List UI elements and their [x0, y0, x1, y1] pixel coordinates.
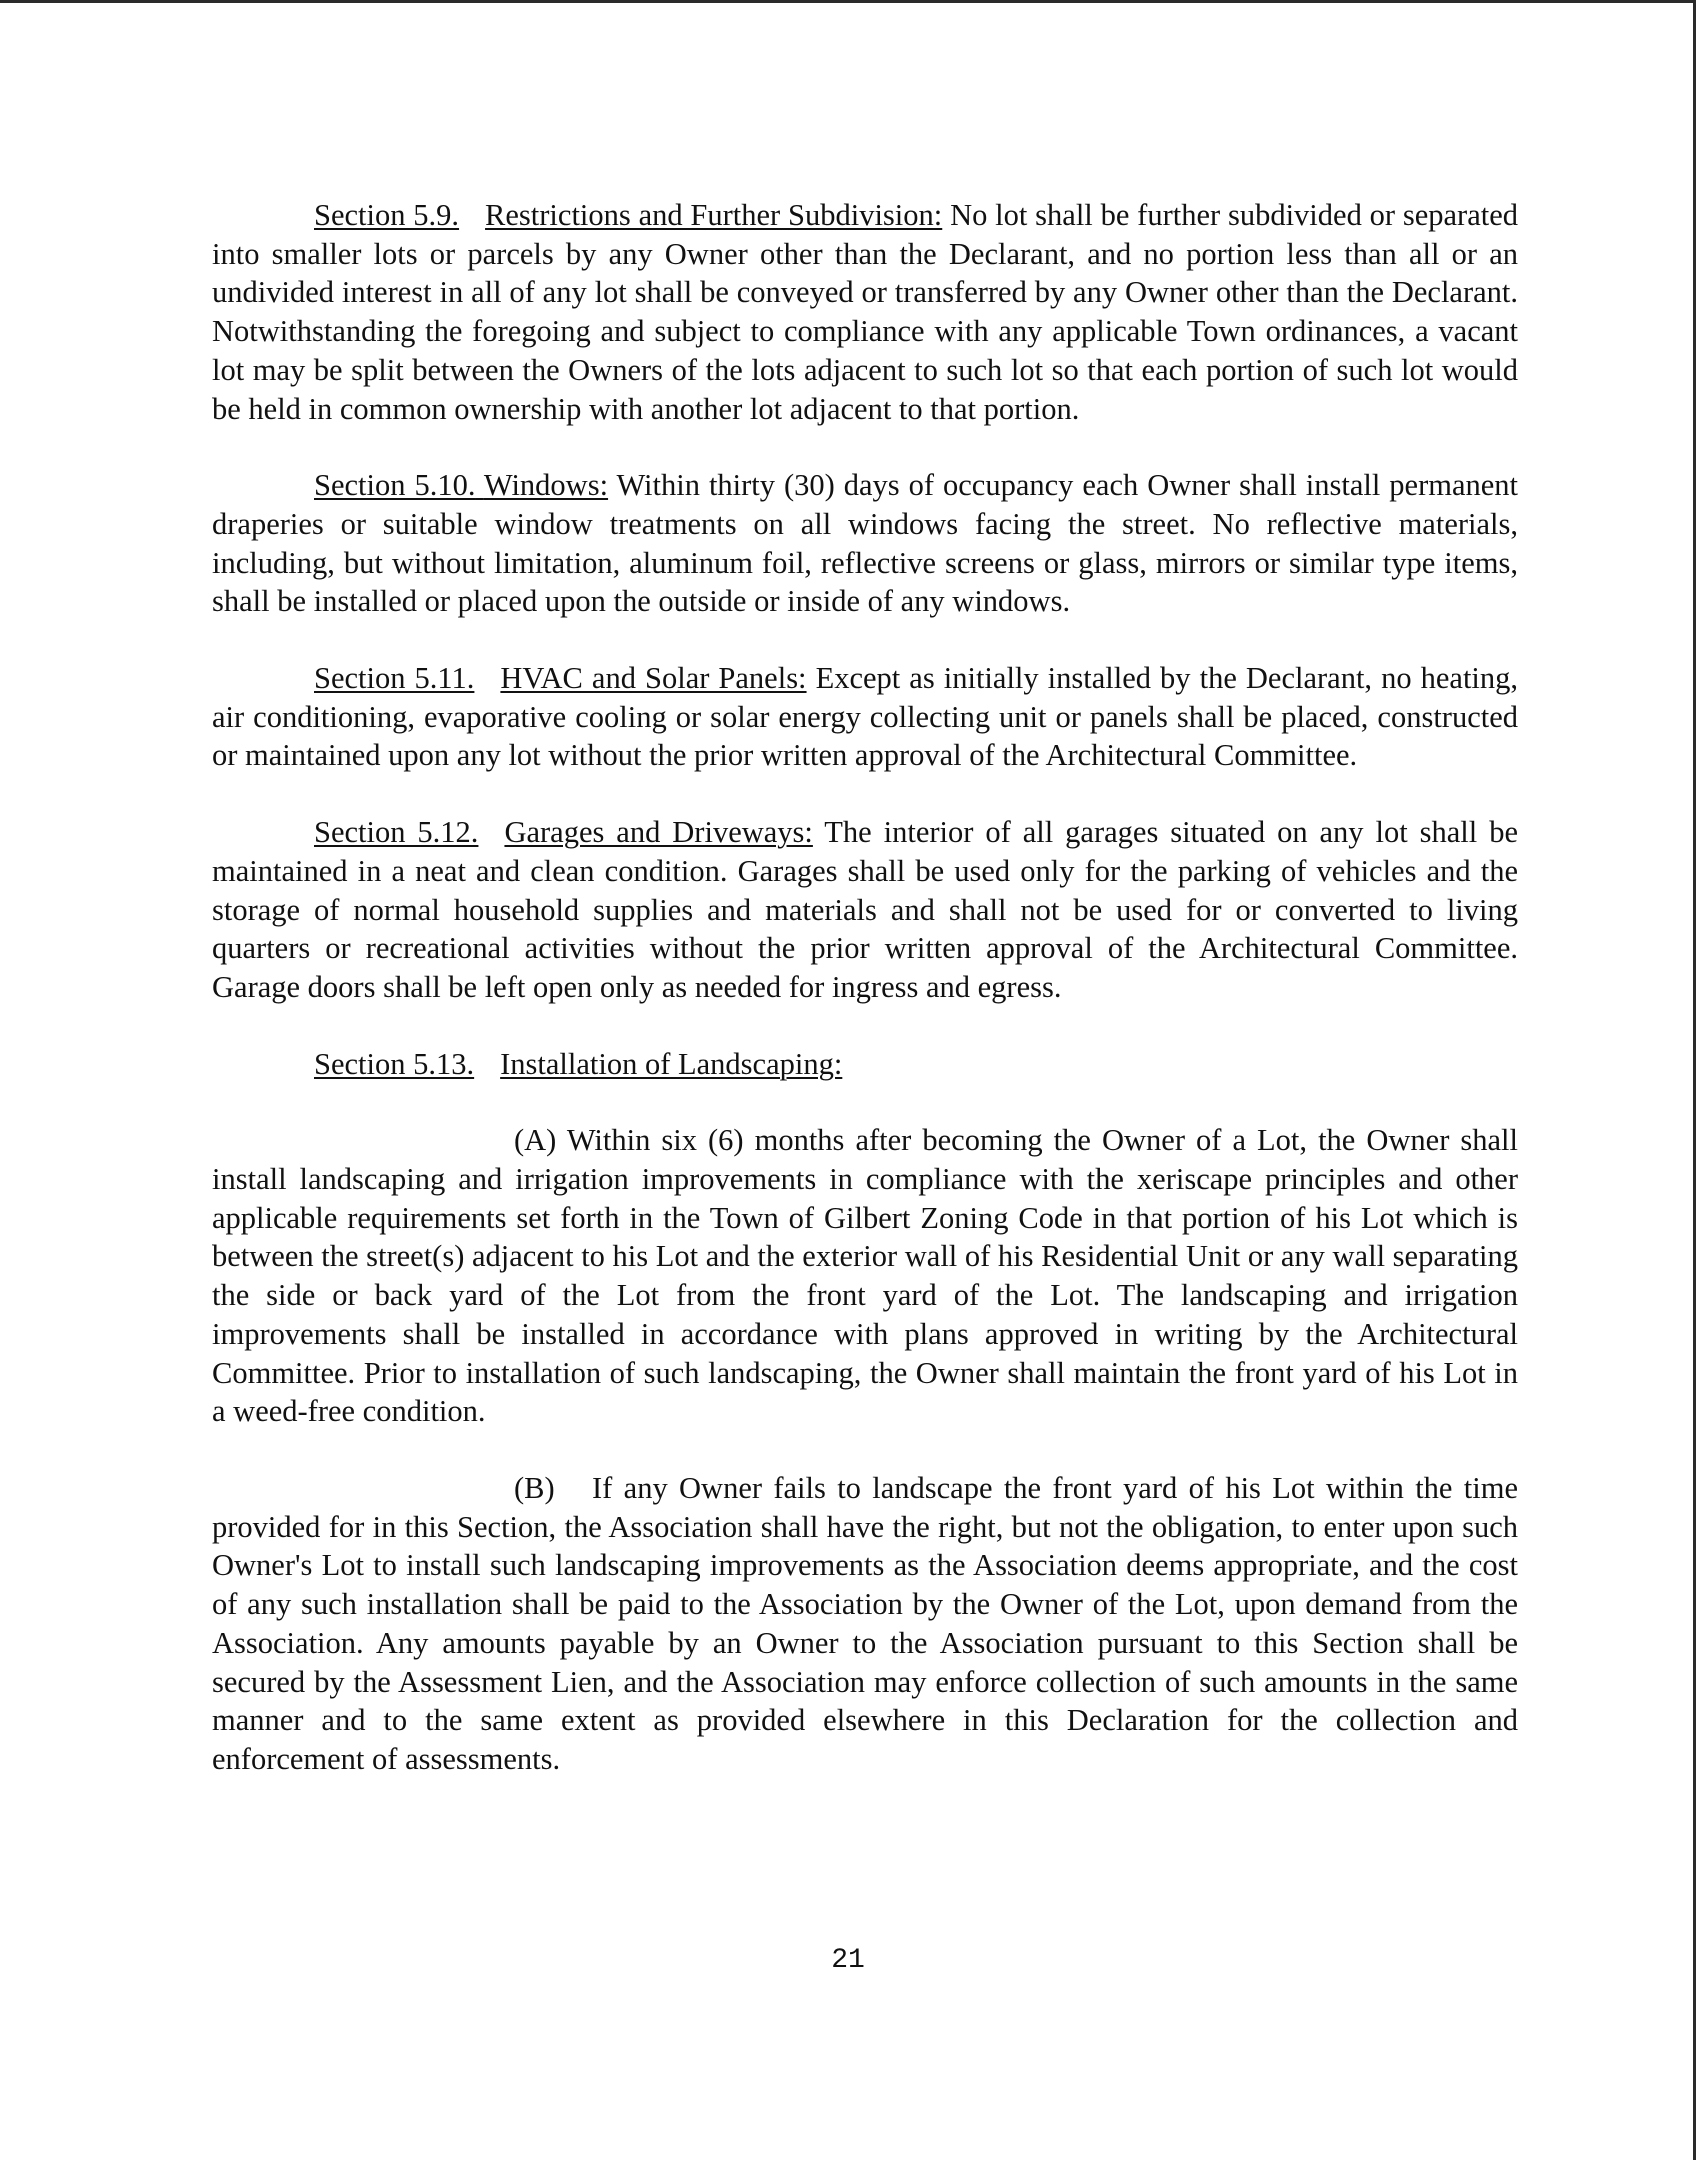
section-label: Section 5.11. [314, 661, 475, 696]
section-title: Restrictions and Further Subdivision: [485, 198, 943, 232]
section-text: Except as initially installed by the Declarant, no heating, air conditioning, evaporative cooling or solar energy collecting unit or panels shall be placed, constructed or maintained upon any lot without the prior written approval of the Architectural Committee. [212, 661, 1519, 773]
section-5-12 [212, 813, 1518, 1007]
subsection-label: (A) [514, 1123, 557, 1158]
subsection-a [212, 1121, 1518, 1431]
section-label: Section 5.13. [314, 1046, 475, 1081]
section-5-11 [212, 659, 1518, 775]
section-title: Garages and Driveways: [504, 815, 813, 850]
section-title: Windows: [483, 468, 609, 503]
section-5-13 [212, 1045, 1518, 1084]
section-title: Installation of Landscaping: [500, 1046, 843, 1081]
section-5-10 [212, 466, 1518, 621]
subsection-b [212, 1469, 1518, 1779]
subsection-text: If any Owner fails to landscape the front yard of his Lot within the time provided for in this Section, the Association shall have the right, but not the obligation, to enter upon such Owner's Lot to install such landscaping improvements as the Association deems appropriate, and the cost of any such installation shall be paid to the Association by the Owner of the Lot, upon demand from the Association. Any amounts payable by an Owner to the Association pursuant to this Section shall be secured by the Assessment Lien, and the Association may enforce collection of such amounts in the same manner and to the same extent as provided elsewhere in this Declaration for the collection and enforcement of assessments. [212, 1470, 1519, 1776]
section-label: Section 5.10. [314, 468, 476, 503]
subsection-label: (B) [514, 1470, 555, 1505]
section-heading [314, 198, 942, 232]
section-text: Within thirty (30) days of occupancy each Owner shall install permanent draperies or suitable window treatments on all windows facing the street. No reflective materials, including, but without limitation, aluminum foil, reflective screens or glass, mirrors or similar type items, shall be installed or placed upon the outside or inside of any windows. [212, 468, 1518, 619]
section-title: HVAC and Solar Panels: [500, 661, 807, 696]
section-heading [314, 468, 608, 502]
section-label: Section 5.12. [314, 815, 479, 850]
section-5-9 [212, 196, 1518, 428]
section-text: The interior of all garages situated on any lot shall be maintained in a neat and clean condition. Garages shall be used only for the parking of vehicles and the storage of normal household supplies and materials and shall not be used for or converted to living quarters or recreational activities without the prior written approval of the Architectural Committee. Garage doors shall be left open only as needed for ingress and egress. [212, 815, 1518, 1004]
subsection-text: Within six (6) months after becoming the Owner of a Lot, the Owner shall install landscaping and irrigation improvements in compliance with the xeriscape principles and other applicable requirements set forth in the Town of Gilbert Zoning Code in that portion of his Lot which is between the street(s) adjacent to his Lot and the exterior wall of his Residential Unit or any wall separating the side or back yard of the Lot from the front yard of the Lot. The landscaping and irrigation improvements shall be installed in accordance with plans approved in writing by the Architectural Committee. Prior to installation of such landscaping, the Owner shall maintain the front yard of his Lot in a weed-free condition. [212, 1123, 1519, 1429]
section-text: No lot shall be further subdivided or separated into smaller lots or parcels by any Owner other than the Declarant, and no portion less than all or an undivided interest in all of any lot shall be conveyed or transferred by any Owner other than the Declarant. Notwithstanding the foregoing and subject to compliance with any applicable Town ordinances, a vacant lot may be split between the Owners of the lots adjacent to such lot so that each portion of such lot would be held in common ownership with another lot adjacent to that portion. [212, 198, 1518, 426]
section-heading [314, 661, 807, 695]
section-label: Section 5.9. [314, 198, 460, 232]
page-number: 21 [831, 1945, 865, 1976]
document-body [212, 196, 1518, 1779]
section-heading [314, 815, 813, 849]
section-heading [314, 1047, 842, 1081]
scan-edge-top [0, 0, 1696, 3]
